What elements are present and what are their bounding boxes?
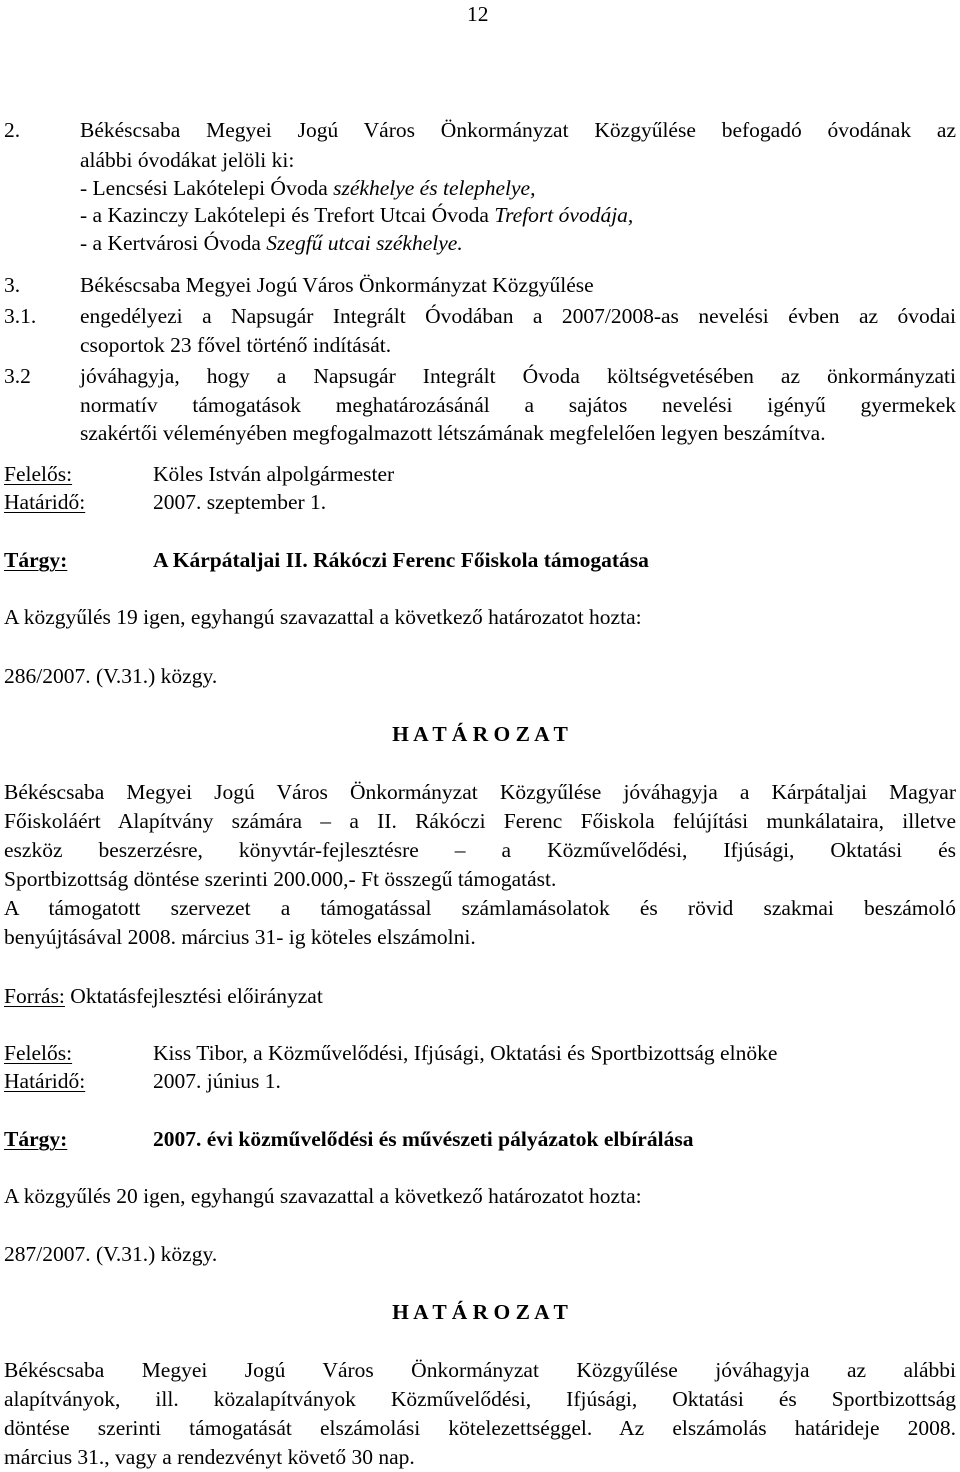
deadline-value-1: 2007. szeptember 1. (153, 490, 327, 514)
responsible-value-1: Köles István alpolgármester (153, 462, 395, 486)
item-2-line-5-normal: - a Kertvárosi Óvoda (80, 231, 267, 255)
source-line (4, 986, 323, 1008)
deadline-label-1: Határidő: (4, 490, 86, 514)
item-2-line-1: Békéscsaba Megyei Jogú Város Önkormányzat Közgyűlése befogadó óvodának az (80, 118, 956, 142)
page-number: 12 (467, 2, 489, 26)
item-2-line-3-italic: székhelye és telephelye, (333, 176, 536, 200)
resolution-2-line-2: alapítványok, ill. közalapítványok Közművelődési, Ifjúsági, Oktatási és Sportbizottság (4, 1387, 956, 1411)
resolution-1-line-6: benyújtásával 2008. március 31- ig köteles elszámolni. (4, 925, 476, 949)
item-2-line-2: alábbi óvodákat jelöli ki: (80, 148, 295, 172)
resolution-2-line-1: Békéscsaba Megyei Jogú Város Önkormányzat Közgyűlése jóváhagyja az alábbi (4, 1358, 956, 1382)
item-2-line-3-normal: - Lencsési Lakótelepi Óvoda (80, 176, 334, 200)
source-value: Oktatásfejlesztési előirányzat (64, 984, 323, 1008)
item-2-line-3 (80, 178, 535, 200)
responsible-value-2: Kiss Tibor, a Közművelődési, Ifjúsági, Oktatási és Sportbizottság elnöke (153, 1041, 778, 1065)
item-3-1-line-2: csoportok 23 fővel történő indítását. (80, 333, 392, 357)
item-3-2-line-2: normatív támogatások meghatározásánál a sajátos nevelési igényű gyermekek (80, 393, 956, 417)
item-3-1-number: 3.1. (4, 304, 37, 328)
item-3-number: 3. (4, 273, 21, 297)
resolution-1-line-5: A támogatott szervezet a támogatással számlamásolatok és rövid szakmai beszámoló (4, 896, 956, 920)
item-3-text: Békéscsaba Megyei Jogú Város Önkormányzat Közgyűlése (80, 273, 594, 297)
deadline-value-2: 2007. június 1. (153, 1069, 281, 1093)
resolution-1-line-3: eszköz beszerzésre, könyvtár-fejlesztésre – a Közművelődési, Ifjúsági, Oktatási és (4, 838, 956, 862)
item-2-line-4-italic: Trefort óvodája, (494, 203, 634, 227)
resolution-1-line-1: Békéscsaba Megyei Jogú Város Önkormányzat Közgyűlése jóváhagyja a Kárpátaljai Magyar (4, 780, 956, 804)
vote-text-1: A közgyűlés 19 igen, egyhangú szavazattal a következő határozatot hozta: (4, 605, 642, 629)
item-2-line-5-italic: Szegfű utcai székhelye. (266, 231, 463, 255)
item-2-line-4 (80, 205, 633, 227)
deadline-label-2: Határidő: (4, 1069, 86, 1093)
source-label: Forrás: (4, 984, 65, 1008)
responsible-label-2: Felelős: (4, 1041, 73, 1065)
resolution-1-line-4: Sportbizottság döntése szerinti 200.000,- Ft összegű támogatást. (4, 867, 557, 891)
subject-label-2: Tárgy: (4, 1127, 68, 1151)
subject-title-2: 2007. évi közművelődési és művészeti pályázatok elbírálása (153, 1127, 694, 1151)
subject-label-1: Tárgy: (4, 548, 68, 572)
resolution-number-1: 286/2007. (V.31.) közgy. (4, 664, 218, 688)
item-3-1-line-1: engedélyezi a Napsugár Integrált Óvodában a 2007/2008-as nevelési évben az óvodai (80, 304, 956, 328)
subject-title-1: A Kárpátaljai II. Rákóczi Ferenc Főiskola támogatása (153, 548, 649, 572)
item-3-2-line-1: jóváhagyja, hogy a Napsugár Integrált Óvoda költségvetésében az önkormányzati (80, 364, 956, 388)
resolution-heading-2: H A T Á R O Z A T (392, 1300, 568, 1324)
item-3-2-line-3: szakértői véleményében megfogalmazott létszámának megfelelően legyen beszámítva. (80, 421, 826, 445)
item-3-2-number: 3.2 (4, 364, 31, 388)
resolution-2-line-3: döntése szerinti támogatását elszámolási kötelezettséggel. Az elszámolás határideje 2008. (4, 1416, 956, 1440)
vote-text-2: A közgyűlés 20 igen, egyhangú szavazattal a következő határozatot hozta: (4, 1184, 642, 1208)
resolution-1-line-2: Főiskoláért Alapítvány számára – a II. Rákóczi Ferenc Főiskola felújítási munkálataira, illetve (4, 809, 956, 833)
resolution-heading-1: H A T Á R O Z A T (392, 722, 568, 746)
item-2-number: 2. (4, 118, 21, 142)
item-2-line-4-normal: - a Kazinczy Lakótelepi és Trefort Utcai Óvoda (80, 203, 495, 227)
item-2-line-5 (80, 233, 463, 255)
resolution-2-line-4: március 31., vagy a rendezvényt követő 30 nap. (4, 1445, 415, 1469)
resolution-number-2: 287/2007. (V.31.) közgy. (4, 1242, 218, 1266)
responsible-label-1: Felelős: (4, 462, 73, 486)
